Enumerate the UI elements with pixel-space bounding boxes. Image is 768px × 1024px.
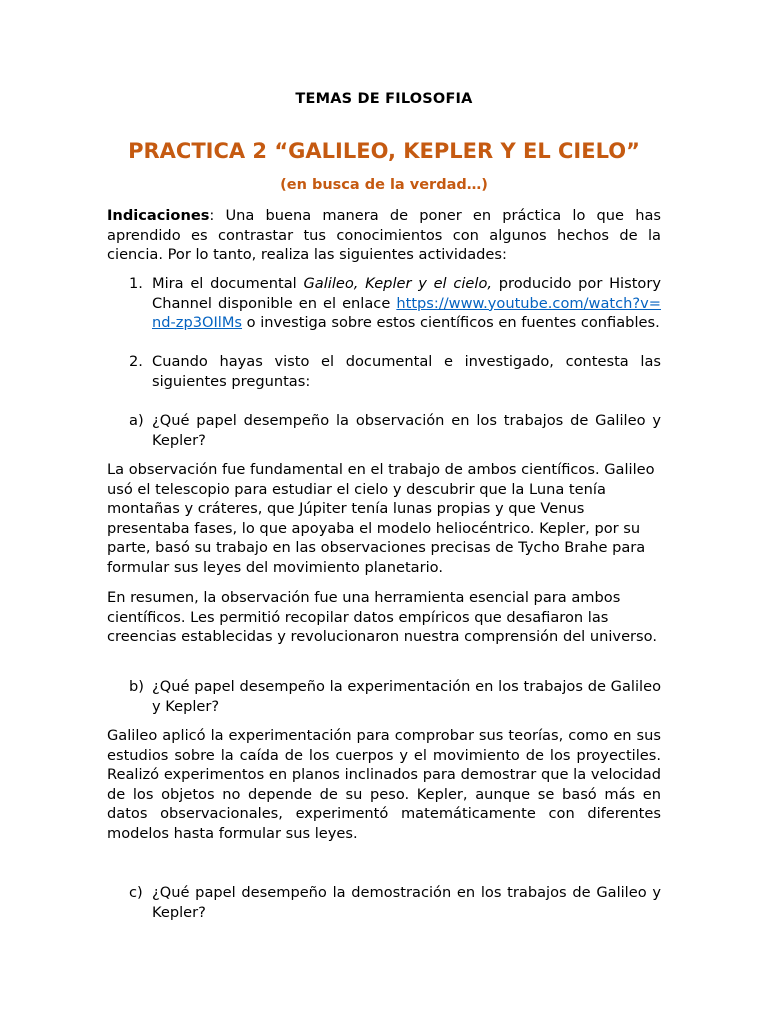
- step-1-pre: Mira el documental: [152, 275, 304, 292]
- step-1-mid: producido por History Channel disponible en el enlace: [152, 275, 661, 312]
- step-2-text: Cuando hayas visto el documental e investigado, contesta las siguientes preguntas:: [152, 353, 661, 390]
- indicaciones-paragraph: [107, 206, 661, 265]
- question-c-text: ¿Qué papel desempeño la demostración en los trabajos de Galileo y Kepler?: [152, 884, 661, 921]
- practice-title: PRACTICA 2 “GALILEO, KEPLER Y EL CIELO”: [128, 139, 640, 163]
- step-1-number: 1.: [129, 275, 143, 292]
- youtube-link[interactable]: https://www.youtube.com/watch?v=nd-zp3OIlMs: [152, 294, 661, 332]
- question-c-letter: c): [129, 884, 143, 901]
- step-1-post: o investiga sobre estos científicos en fuentes confiables.: [242, 314, 660, 332]
- course-header: TEMAS DE FILOSOFIA: [295, 91, 473, 107]
- step-2-number: 2.: [129, 353, 143, 370]
- question-b-letter: b): [129, 678, 144, 695]
- question-b-text: ¿Qué papel desempeño la experimentación en los trabajos de Galileo y Kepler?: [152, 678, 661, 715]
- practice-subtitle: (en busca de la verdad…): [280, 177, 488, 193]
- indicaciones-label: Indicaciones: [107, 207, 210, 224]
- answer-b-paragraph: Galileo aplicó la experimentación para comprobar sus teorías, como en sus estudios sobre la caída de los cuerpos y el movimiento de los proyectiles. Realizó experimentos en planos inclinados para demostrar que la velocidad de los objetos no depende de su peso. Kepler, aunque se basó más en datos observacionales, experimentó matemáticamente con diferentes modelos hasta formular sus leyes.: [107, 727, 661, 842]
- question-a-letter: a): [129, 412, 144, 429]
- answer-a-paragraph-2: En resumen, la observación fue una herramienta esencial para ambos científicos. Les permitió recopilar datos empíricos que desafiaron las creencias establecidas y revolucionaron nuestra comprensión del universo.: [107, 589, 657, 646]
- question-a-text: ¿Qué papel desempeño la observación en los trabajos de Galileo y Kepler?: [152, 412, 661, 449]
- step-1-text: [152, 274, 661, 333]
- answer-a-paragraph-1: La observación fue fundamental en el trabajo de ambos científicos. Galileo usó el telescopio para estudiar el cielo y descubrir que la Luna tenía montañas y cráteres, que Júpiter tenía lunas propias y que Venus presentaba fases, lo que apoyaba el modelo heliocéntrico. Kepler, por su parte, basó su trabajo en las observaciones precisas de Tycho Brahe para formular sus leyes del movimiento planetario.: [107, 461, 655, 576]
- indicaciones-text: : Una buena manera de poner en práctica lo que has aprendido es contrastar tus conocimientos con algunos hechos de la ciencia. Por lo tanto, realiza las siguientes actividades:: [107, 207, 661, 264]
- documentary-title: Galileo, Kepler y el cielo,: [303, 275, 493, 292]
